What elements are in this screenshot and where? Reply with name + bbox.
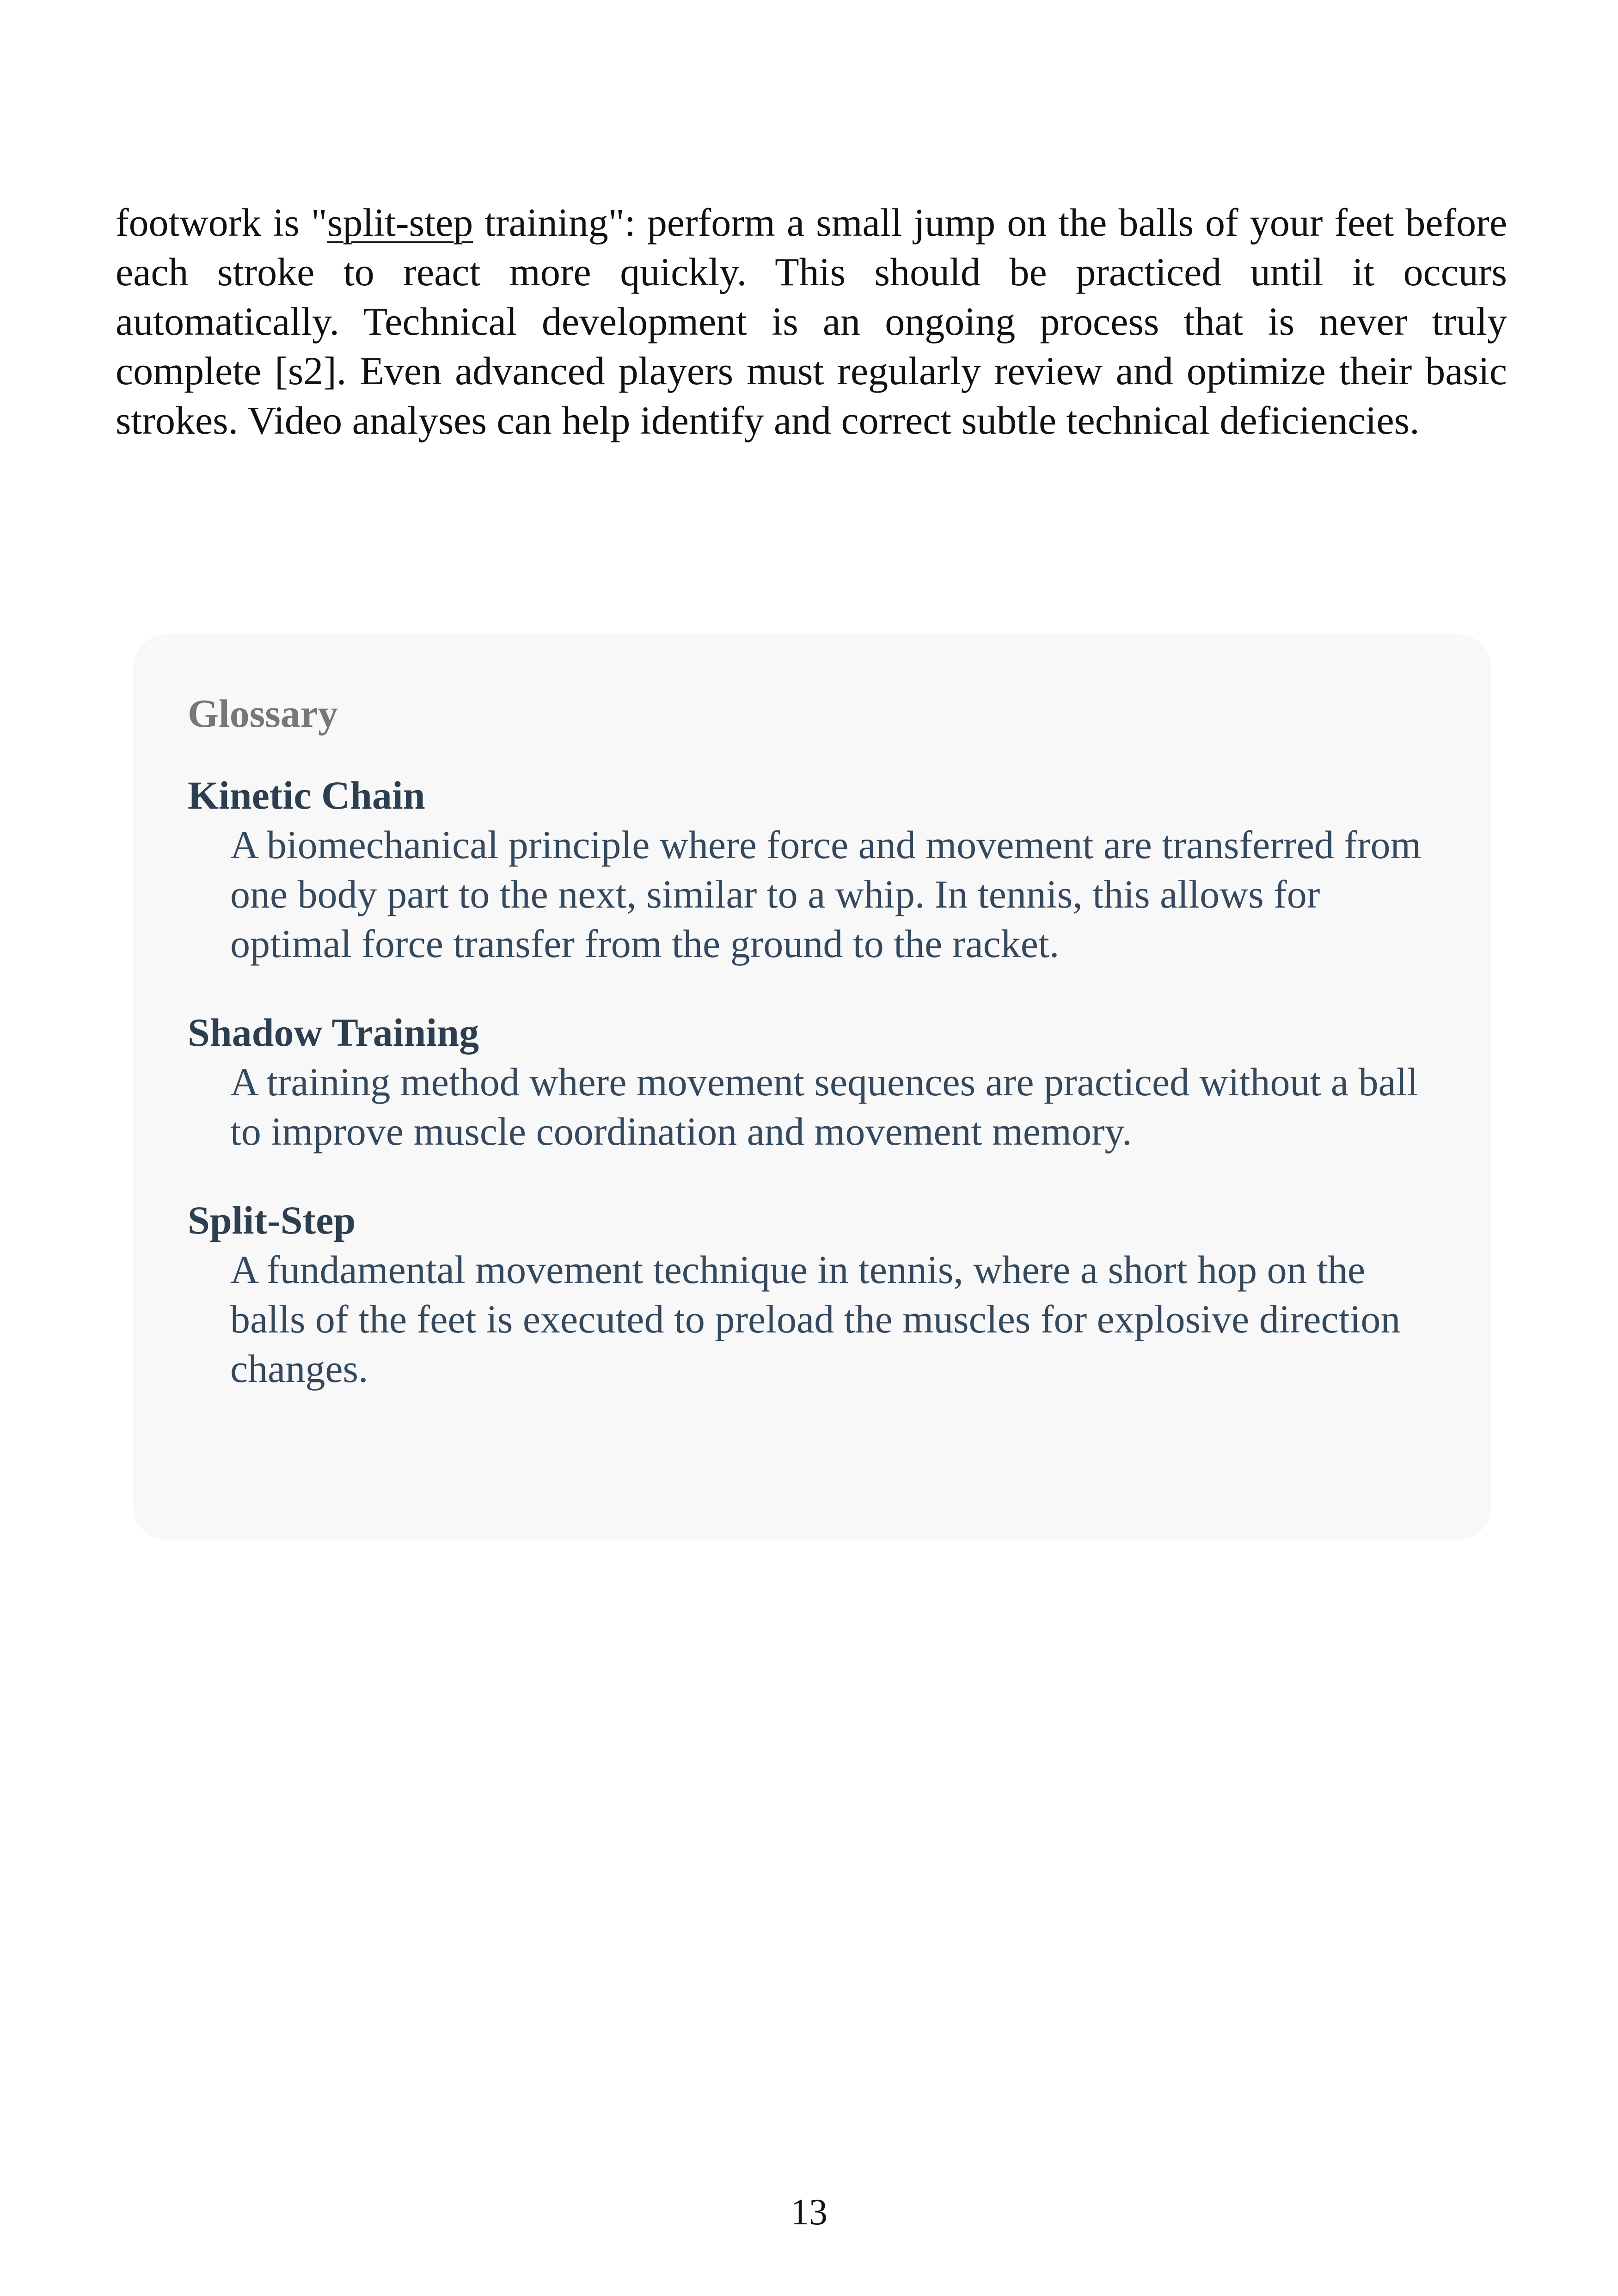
glossary-box [133, 634, 1491, 1540]
glossary-entry-shadow-training [188, 1008, 1436, 1156]
glossary-definition: A biomechanical principle where force and movement are transferred from one body part to the next, similar to a whip. In tennis, this allows for optimal force transfer from the ground to the racket. [230, 823, 1422, 966]
paragraph-text-start: footwork is " [116, 200, 327, 245]
glossary-term: Kinetic Chain [188, 773, 425, 817]
paragraph-text-end: training": perform a small jump on the balls of your feet before each stroke to react more quickly. This should be practiced until it occurs automatically. Technical development is an ongoing process that is never truly complete [s2]. Even advanced players must regularly review and optimize their basic strokes. Video analyses can help identify and correct subtle technical deficiencies. [116, 200, 1507, 442]
glossary-term: Split-Step [188, 1198, 356, 1242]
glossary-title: Glossary [188, 691, 338, 736]
glossary-entry-split-step [188, 1196, 1436, 1394]
glossary-entry-kinetic-chain [188, 771, 1436, 969]
glossary-definition: A fundamental movement technique in tennis, where a short hop on the balls of the feet is executed to preload the muscles for explosive direction changes. [230, 1247, 1401, 1391]
page-number: 13 [791, 2192, 827, 2233]
body-paragraph [116, 198, 1507, 445]
glossary-term: Shadow Training [188, 1010, 479, 1055]
split-step-link[interactable]: split-step [327, 200, 473, 245]
glossary-definition: A training method where movement sequences are practiced without a ball to improve muscle coordination and movement memory. [230, 1060, 1418, 1154]
